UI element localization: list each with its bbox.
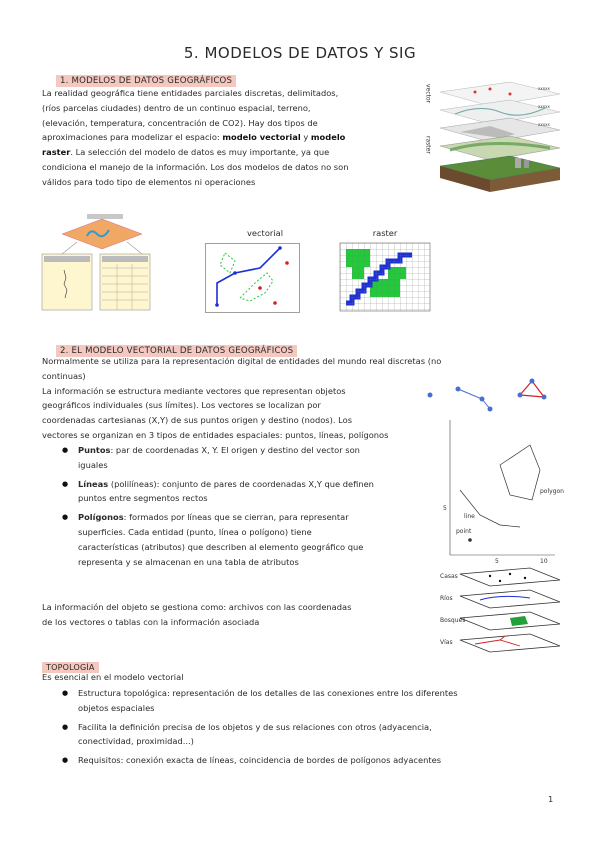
gis-layers-illustration (420, 74, 570, 214)
point-label: point (456, 528, 472, 535)
page-number: 1 (548, 794, 554, 804)
vector-entity-list (62, 443, 442, 569)
list-item: ● Polígonos: formados por líneas que se cierran, para representar superficies. Cada entidad (punto, línea o polígono) tiene características (atributos) que describen al elemento geográfico que representa y se almacenan en una tabla de atributos (62, 510, 442, 569)
layers-side-raster-label: raster (424, 136, 432, 154)
layer-forests-label: Bosques (440, 617, 466, 624)
layer-rivers-label: Ríos (440, 595, 453, 602)
section-1-paragraph: La realidad geográfica tiene entidades parciales discretas, delimitados, (ríos parcelas ciudades) dentro de un continuo espacial, terreno, (elevación, temperatura, concentración de CO2). Hay dos tipos de aproximaciones para modelizar el espacio: modelo vectorial y modelo raster. La selección del modelo de datos es muy importante, ya que condiciona el manejo de la información. Los dos modelos de datos no son válidos para todo tipo de elementos ni operaciones (42, 88, 349, 187)
layer-houses-label: Casas (440, 573, 458, 580)
map-to-tables-illustration (42, 214, 172, 312)
list-item: ● Líneas (polilíneas): conjunto de pares de coordenadas X,Y que definen puntos entre segmentos rectos (62, 477, 442, 507)
svg-text:xxxxx: xxxxx (538, 86, 550, 91)
section-2-intro: Normalmente se utiliza para la representación digital de entidades del mundo real discretas (no continuas) La información se estructura mediante vectores que representan objetos geográficos individuales (sus límites). Los vectores se localizan por coordenadas cartesianas (X,Y) de sus puntos origen y destino (nodos). Los vectores se organizan en 3 tipos de entidades espaciales: puntos, líneas, polígonos (42, 356, 442, 440)
list-item: ● Puntos: par de coordenadas X, Y. El origen y destino del vector son iguales (62, 443, 442, 473)
section-3-heading: TOPOLOGÍA (42, 655, 99, 674)
vectorial-figure (205, 243, 300, 313)
axis-x-5-label: 5 (495, 558, 499, 565)
list-item: ● Estructura topológica: representación de los detalles de las conexiones entre los diferentes objetos espaciales (62, 686, 562, 716)
section-3-intro: Es esencial en el modelo vectorial (42, 672, 184, 682)
polygon-label: polygon (540, 488, 564, 495)
line-label: line (464, 513, 475, 520)
topology-list (62, 686, 562, 768)
svg-text:xxxxx: xxxxx (538, 104, 550, 109)
raster-figure-label: raster (372, 228, 398, 238)
raster-figure (340, 243, 432, 313)
page-title: 5. MODELOS DE DATOS Y SIG (183, 44, 417, 62)
section-2-heading: 2. EL MODELO VECTORIAL DE DATOS GEOGRÁFICOS (56, 338, 297, 357)
list-item: ● Facilita la definición precisa de los objetos y de sus relaciones con otros (adyacencia, conectividad, proximidad...) (62, 720, 562, 750)
list-item: ● Requisitos: conexión exacta de líneas, coincidencia de bordes de polígonos adyacentes (62, 753, 562, 768)
svg-text:xxxxx: xxxxx (538, 122, 550, 127)
section-1-heading: 1. MODELOS DE DATOS GEOGRÁFICOS (56, 68, 236, 87)
axis-5-label: 5 (443, 505, 447, 512)
nodes-mini-diagrams (420, 375, 560, 415)
vector-layers-diagram (440, 566, 570, 654)
axis-10-label: 10 (540, 558, 548, 565)
section-2-closing: La información del objeto se gestiona como: archivos con las coordenadas de los vectores o tablas con la información asociada (42, 602, 352, 627)
layers-side-vector-label: vector (424, 84, 432, 104)
vectorial-figure-label: vectorial (246, 228, 283, 238)
coordinates-diagram (440, 415, 564, 565)
layer-roads-label: Vías (440, 639, 453, 646)
